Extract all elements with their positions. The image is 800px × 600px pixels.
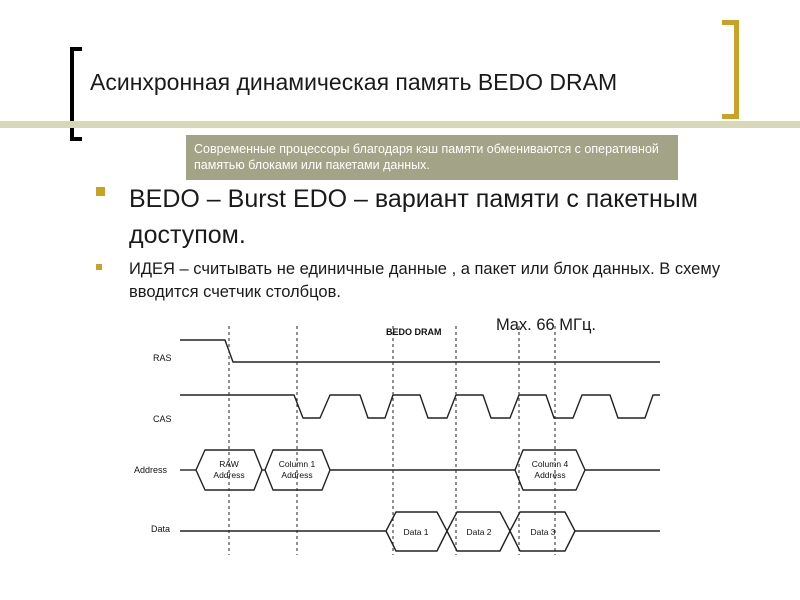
bullet-marker [96, 187, 105, 196]
address-block-label: RAW [219, 459, 239, 469]
diagram-title: BEDO DRAM [386, 327, 442, 337]
address-block-label: Address [534, 470, 566, 480]
address-block-label: Address [281, 470, 313, 480]
data-block-label: Data 1 [403, 527, 429, 537]
address-block-label: Column 4 [531, 459, 569, 469]
note-box: Современные процессоры благодаря кэш памяти обмениваются с оперативной памятью блоками или пакетами данных. [186, 135, 678, 180]
signal-label-address: Address [134, 465, 168, 475]
max-frequency: Max. 66 МГц. [496, 316, 596, 334]
bullet-1: BEDO – Burst EDO – вариант памяти с пакетным доступом. [129, 185, 698, 249]
address-block-label: Address [213, 470, 245, 480]
signal-label-data: Data [151, 524, 171, 534]
address-waveform [180, 450, 660, 490]
bullet-marker [96, 264, 102, 270]
address-block-label: Column 1 [278, 459, 316, 469]
bullet-2: ИДЕЯ – считывать не единичные данные , а пакет или блок данных. В схему вводится счетчик столбцов. [129, 260, 721, 301]
signal-label-cas: CAS [153, 414, 172, 424]
cas-waveform [180, 395, 660, 418]
slide-title: Асинхронная динамическая память BEDO DRAM [90, 69, 618, 95]
timing-diagram [126, 320, 666, 575]
title-rule [0, 121, 800, 128]
right-bracket-decoration [722, 20, 739, 119]
ras-waveform [180, 340, 660, 362]
signal-label-ras: RAS [153, 353, 172, 363]
data-block-label: Data 2 [466, 527, 492, 537]
data-block-label: Data 3 [530, 527, 556, 537]
